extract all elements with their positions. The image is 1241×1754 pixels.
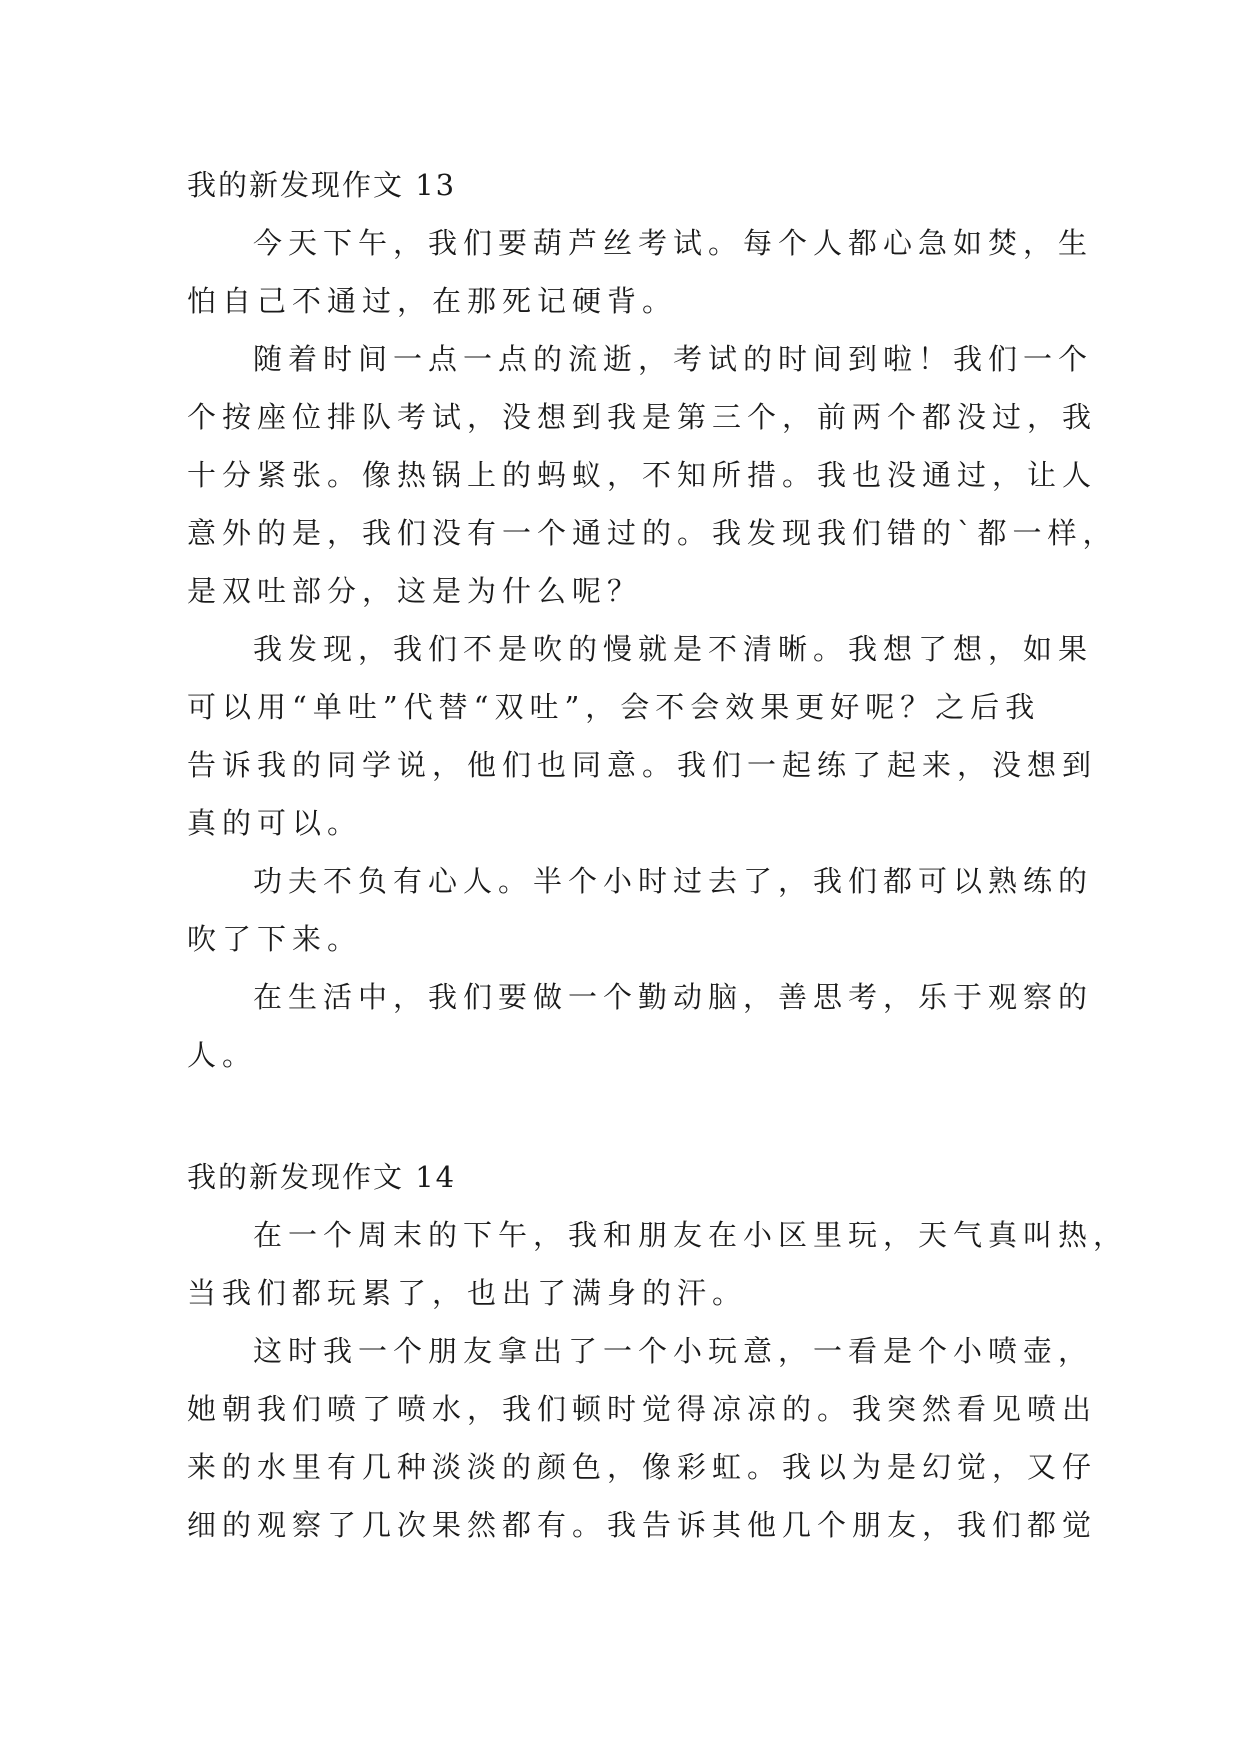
essay-14 — [187, 1148, 1129, 1554]
paragraph-line: 当我们都玩累了，也出了满身的汗。 — [187, 1276, 748, 1310]
paragraph-line: 她朝我们喷了喷水，我们顿时觉得凉凉的。我突然看见喷出 — [187, 1392, 1098, 1426]
paragraph-line: 是双吐部分，这是为什么呢？ — [187, 574, 643, 608]
paragraph-line: 吹了下来。 — [187, 922, 363, 956]
essay-13 — [187, 156, 1118, 1084]
paragraph-line: 在一个周末的下午，我和朋友在小区里玩，天气真叫热， — [253, 1218, 1129, 1252]
essay-13-title: 我的新发现作文 13 — [187, 168, 457, 202]
paragraph-line: 在生活中，我们要做一个勤动脑，善思考，乐于观察的 — [253, 980, 1094, 1014]
paragraph-line: 怕自己不通过，在那死记硬背。 — [187, 284, 678, 318]
paragraph-line: 细的观察了几次果然都有。我告诉其他几个朋友，我们都觉 — [187, 1508, 1098, 1542]
paragraph-line: 今天下午，我们要葫芦丝考试。每个人都心急如焚，生 — [253, 226, 1094, 260]
paragraph-line: 真的可以。 — [187, 806, 363, 840]
paragraph-line: 个按座位排队考试，没想到我是第三个，前两个都没过，我 — [187, 400, 1098, 434]
paragraph-line: 意外的是，我们没有一个通过的。我发现我们错的`都一样， — [187, 516, 1118, 550]
paragraph-line: 这时我一个朋友拿出了一个小玩意，一看是个小喷壶， — [253, 1334, 1094, 1368]
paragraph-line: 十分紧张。像热锅上的蚂蚁，不知所措。我也没通过，让人 — [187, 458, 1098, 492]
paragraph-line: 我发现，我们不是吹的慢就是不清晰。我想了想，如果 — [253, 632, 1094, 666]
paragraph-line: 人。 — [187, 1038, 258, 1072]
paragraph-line: 来的水里有几种淡淡的颜色，像彩虹。我以为是幻觉，又仔 — [187, 1450, 1098, 1484]
paragraph-line: 可以用“单吐”代替“双吐”，会不会效果更好呢？之后我 — [187, 690, 1041, 724]
paragraph-line: 功夫不负有心人。半个小时过去了，我们都可以熟练的 — [253, 864, 1094, 898]
paragraph-line: 随着时间一点一点的流逝，考试的时间到啦！我们一个 — [253, 342, 1094, 376]
essay-14-title: 我的新发现作文 14 — [187, 1160, 457, 1194]
paragraph-line: 告诉我的同学说，他们也同意。我们一起练了起来，没想到 — [187, 748, 1098, 782]
